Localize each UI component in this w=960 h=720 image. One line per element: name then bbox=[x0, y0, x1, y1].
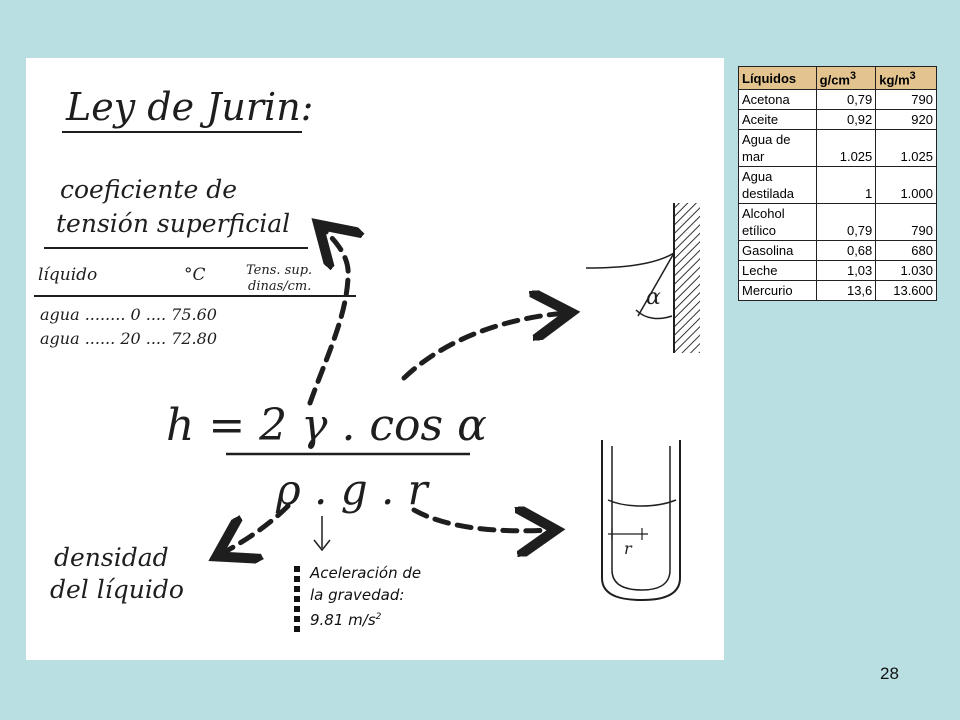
sketch-row-1: agua ........ 0 .... 75.60 bbox=[40, 305, 217, 324]
liquid-name-line-1: Aceite bbox=[742, 112, 779, 128]
density-kg-m3: 920 bbox=[876, 110, 937, 130]
density-g-cm3: 0,92 bbox=[816, 110, 876, 130]
density-line-2: del líquido bbox=[50, 575, 184, 604]
density-g-cm3: 1.025 bbox=[816, 130, 876, 167]
arrow-to-angle bbox=[404, 313, 566, 378]
header-g-exp: 3 bbox=[849, 70, 857, 82]
table-row bbox=[739, 167, 937, 204]
density-kg-m3: 1.025 bbox=[876, 130, 937, 167]
density-g-cm3: 1,03 bbox=[816, 261, 876, 281]
table-row bbox=[739, 241, 937, 261]
gravity-exponent: 2 bbox=[375, 612, 382, 622]
header-g-cm3 bbox=[816, 67, 876, 90]
radius-symbol: r bbox=[624, 539, 632, 558]
header-g-cm-text: g/cm bbox=[819, 72, 850, 88]
table-header-row bbox=[739, 67, 937, 90]
sketch-title: Ley de Jurin: bbox=[66, 85, 314, 129]
gravity-line-1: Aceleración de bbox=[310, 564, 422, 582]
table-row bbox=[739, 281, 937, 301]
gravity-line-2: la gravedad: bbox=[310, 586, 405, 604]
gravity-note bbox=[310, 562, 460, 631]
arrow-to-radius bbox=[414, 510, 551, 531]
density-g-cm3: 0,68 bbox=[816, 241, 876, 261]
density-g-cm3: 0,79 bbox=[816, 204, 876, 241]
gravity-value-line bbox=[310, 606, 460, 631]
angle-symbol: α bbox=[646, 285, 661, 310]
table-row bbox=[739, 90, 937, 110]
header-kg-m3 bbox=[876, 67, 937, 90]
liquid-name bbox=[739, 130, 817, 167]
col-tens-1: Tens. sup. bbox=[246, 263, 313, 278]
liquid-name bbox=[739, 204, 817, 241]
liquid-name-line-1: Leche bbox=[742, 263, 778, 279]
coef-line-1: coeficiente de bbox=[60, 175, 238, 204]
liquid-name bbox=[739, 241, 817, 261]
density-kg-m3: 790 bbox=[876, 90, 937, 110]
liquid-name-line-1: Alcohol bbox=[742, 206, 785, 222]
liquid-name-line-2: destilada bbox=[742, 186, 795, 202]
header-kg-m-text: kg/m bbox=[879, 72, 910, 88]
col-tens-2: dinas/cm. bbox=[248, 279, 312, 294]
table-row bbox=[739, 204, 937, 241]
table-body bbox=[739, 90, 937, 301]
liquid-name-line-1: Agua bbox=[742, 169, 773, 185]
formula-numerator: h = 2 γ . cos α bbox=[166, 400, 487, 451]
density-kg-m3: 1.030 bbox=[876, 261, 937, 281]
density-kg-m3: 680 bbox=[876, 241, 937, 261]
coef-line-2: tensión superficial bbox=[56, 209, 291, 238]
liquid-name-line-2: etílico bbox=[742, 223, 776, 239]
liquid-name bbox=[739, 167, 817, 204]
wall-hatch bbox=[674, 203, 700, 353]
liquid-name bbox=[739, 261, 817, 281]
liquid-name bbox=[739, 110, 817, 130]
liquid-name bbox=[739, 281, 817, 301]
gravity-value: 9.81 m/s bbox=[310, 611, 376, 629]
col-liquido: líquido bbox=[38, 265, 98, 285]
header-liquidos: Líquidos bbox=[739, 67, 817, 90]
sketch-row-2: agua ...... 20 .... 72.80 bbox=[40, 329, 217, 348]
header-kg-exp: 3 bbox=[909, 70, 916, 82]
density-line-1: densidad bbox=[54, 543, 169, 572]
table-row bbox=[739, 130, 937, 167]
liquid-name-line-1: Acetona bbox=[742, 92, 790, 108]
liquid-name-line-1: Gasolina bbox=[742, 243, 794, 259]
arrow-to-density bbox=[221, 506, 288, 554]
density-g-cm3: 0,79 bbox=[816, 90, 876, 110]
density-g-cm3: 13,6 bbox=[816, 281, 876, 301]
liquid-name bbox=[739, 90, 817, 110]
density-kg-m3: 13.600 bbox=[876, 281, 937, 301]
table-row bbox=[739, 110, 937, 130]
liquid-name-line-1: Mercurio bbox=[742, 283, 793, 299]
density-g-cm3: 1 bbox=[816, 167, 876, 204]
liquid-name-line-2: mar bbox=[742, 149, 765, 165]
page-number: 28 bbox=[880, 664, 899, 683]
arrow-to-coefficient bbox=[310, 228, 348, 403]
col-temp: °C bbox=[184, 265, 206, 285]
density-kg-m3: 1.000 bbox=[876, 167, 937, 204]
formula-denominator: ρ . g . r bbox=[276, 465, 428, 514]
liquid-name-line-1: Agua de bbox=[742, 132, 791, 148]
density-kg-m3: 790 bbox=[876, 204, 937, 241]
dotted-marker bbox=[294, 566, 300, 636]
density-table bbox=[738, 66, 937, 301]
table-row bbox=[739, 261, 937, 281]
